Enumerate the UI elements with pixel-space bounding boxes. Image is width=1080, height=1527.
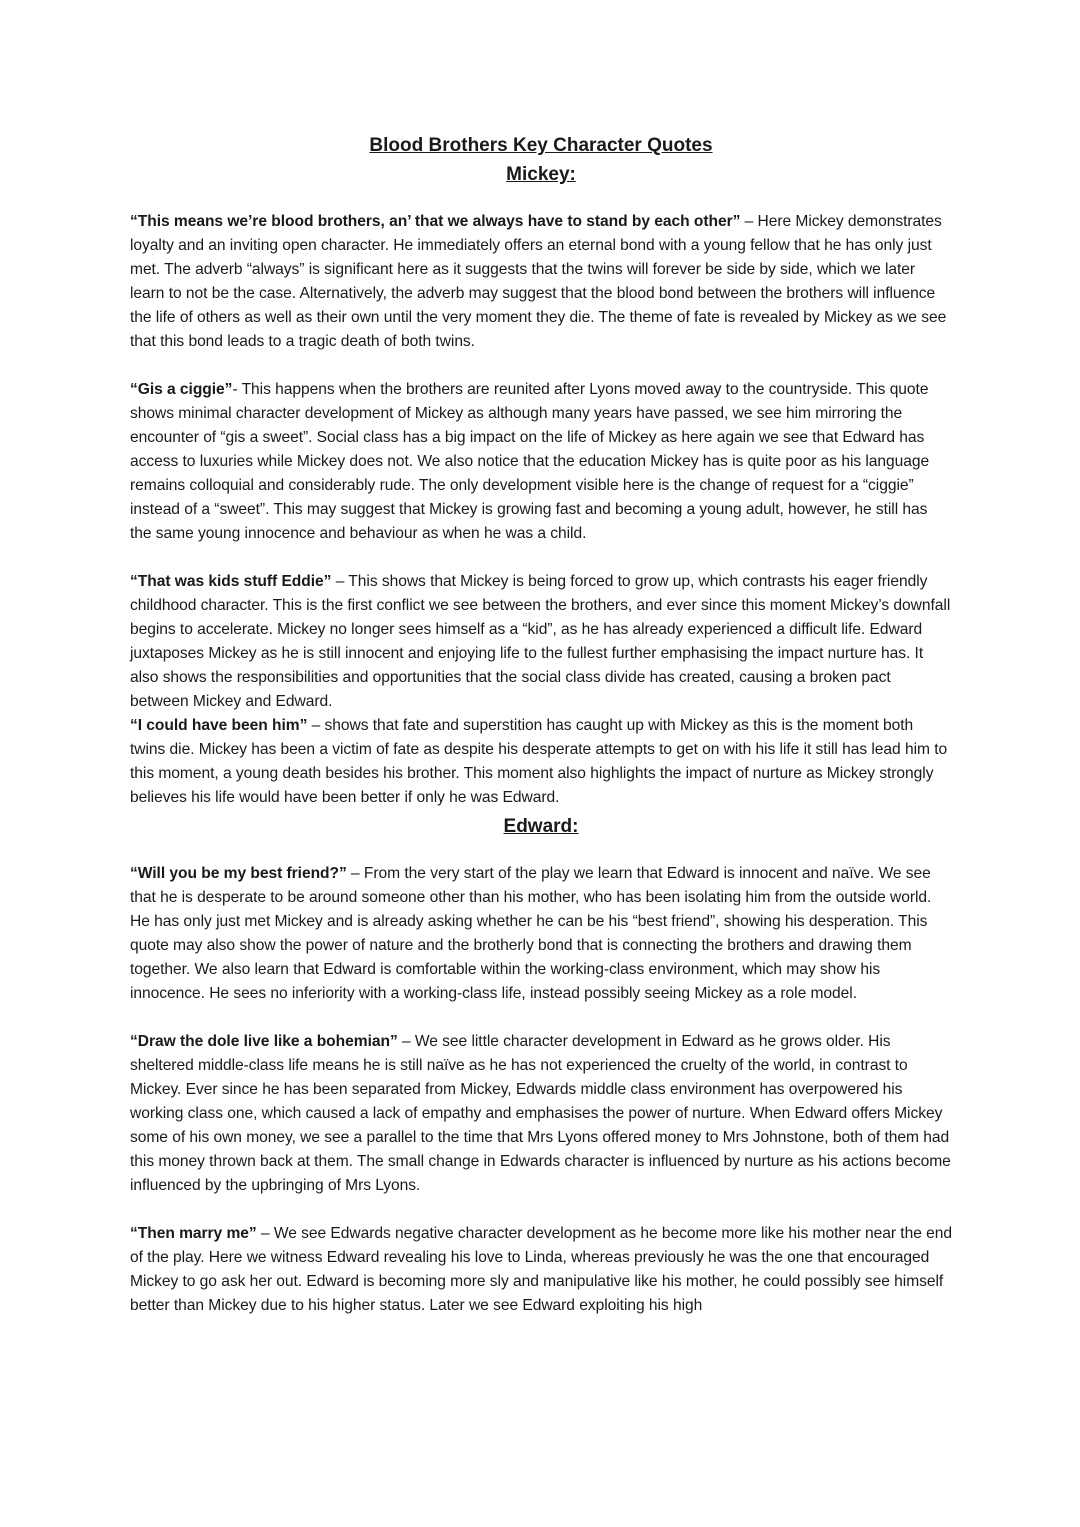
quote-paragraph (130, 714, 952, 810)
analysis-text: – shows that fate and superstition has caught up with Mickey as this is the moment both twins die. Mickey has been a victim of fate as despite his desperate attempts to get on with his life it still has lead him to this moment, a young death besides his brother. This moment also highlights the impact of nurture as Mickey strongly believes his life would have been better if only he was Edward. (130, 717, 948, 806)
quote-paragraph (130, 1030, 952, 1198)
analysis-text: – Here Mickey demonstrates loyalty and an inviting open character. He immediately offers an eternal bond with a young fellow that he has only just met. The adverb “always” is significant here as it suggests that the twins will forever be side by side, which we later learn to not be the case. Alternatively, the adverb may suggest that the blood bond between the brothers will influence the life of others as well as their own until the very moment they die. The theme of fate is revealed by Mickey as we see that this bond leads to a tragic death of both twins. (130, 213, 947, 350)
quote-text: “This means we’re blood brothers, an’ that we always have to stand by each other” (130, 213, 741, 230)
quote-text: “Draw the dole live like a bohemian” (130, 1033, 398, 1050)
quote-paragraph (130, 1222, 952, 1318)
analysis-text: – This shows that Mickey is being forced to grow up, which contrasts his eager friendly childhood character. This is the first conflict we see between the brothers, and ever since this moment Mickey’s downfall begins to accelerate. Mickey no longer sees himself as a “kid”, as he has already experienced a difficult life. Edward juxtaposes Mickey as he is still innocent and enjoying life to the fullest further emphasising the impact nurture has. It also shows the responsibilities and opportunities that the social class divide has created, causing a broken pact between Mickey and Edward. (130, 573, 951, 710)
quote-text: “I could have been him” (130, 717, 308, 734)
analysis-text: - This happens when the brothers are reunited after Lyons moved away to the countryside. This quote shows minimal character development of Mickey as although many years have passed, we see him mirroring the encounter of “gis a sweet”. Social class has a big impact on the life of Mickey as here again we see that Edward has access to luxuries while Mickey does not. We also notice that the education Mickey has is quite poor as his language remains colloquial and considerably rude. The only development visible here is the change of request for a “ciggie” instead of a “sweet”. This may suggest that Mickey is growing fast and becoming a young adult, however, he still has the same young innocence and behaviour as when he was a child. (130, 381, 930, 542)
section-heading-edward: Edward: (503, 816, 579, 837)
section-heading-mickey: Mickey: (506, 164, 576, 185)
analysis-text: – We see Edwards negative character development as he become more like his mother near the end of the play. Here we witness Edward revealing his love to Linda, whereas previously he was the one that encouraged Mickey to go ask her out. Edward is becoming more sly and manipulative like his mother, he could possibly see himself better than Mickey due to his higher status. Later we see Edward exploiting his high (130, 1225, 952, 1314)
quote-text: “Will you be my best friend?” (130, 865, 347, 882)
quote-text: “That was kids stuff Eddie” (130, 573, 332, 590)
quote-paragraph (130, 378, 952, 546)
quote-paragraph (130, 210, 952, 354)
analysis-text: – From the very start of the play we learn that Edward is innocent and naïve. We see that he is desperate to be around someone other than his mother, who has been isolating him from the outside world. He has only just met Mickey and is already asking whether he can be his “best friend”, showing his desperation. This quote may also show the power of nature and the brotherly bond that is connecting the brothers and drawing them together. We also learn that Edward is comfortable within the working-class environment, which may show his innocence. He sees no inferiority with a working-class life, instead possibly seeing Mickey as a role model. (130, 865, 932, 1002)
document-title: Blood Brothers Key Character Quotes (369, 135, 713, 156)
quote-paragraph (130, 570, 952, 714)
analysis-text: – We see little character development in Edward as he grows older. His sheltered middle-class life means he is still naïve as he has not experienced the cruelty of the world, in contrast to Mickey. Ever since he has been separated from Mickey, Edwards middle class environment has overpowered his working class one, which caused a lack of empathy and emphasises the power of nurture. When Edward offers Mickey some of his own money, we see a parallel to the time that Mrs Lyons offered money to Mrs Johnstone, both of them had this money thrown back at them. The small change in Edwards character is influenced by nurture as his actions become influenced by the upbringing of Mrs Lyons. (130, 1033, 951, 1194)
quote-text: “Gis a ciggie” (130, 381, 233, 398)
quote-text: “Then marry me” (130, 1225, 257, 1242)
document-page (130, 131, 952, 1318)
quote-paragraph (130, 862, 952, 1006)
